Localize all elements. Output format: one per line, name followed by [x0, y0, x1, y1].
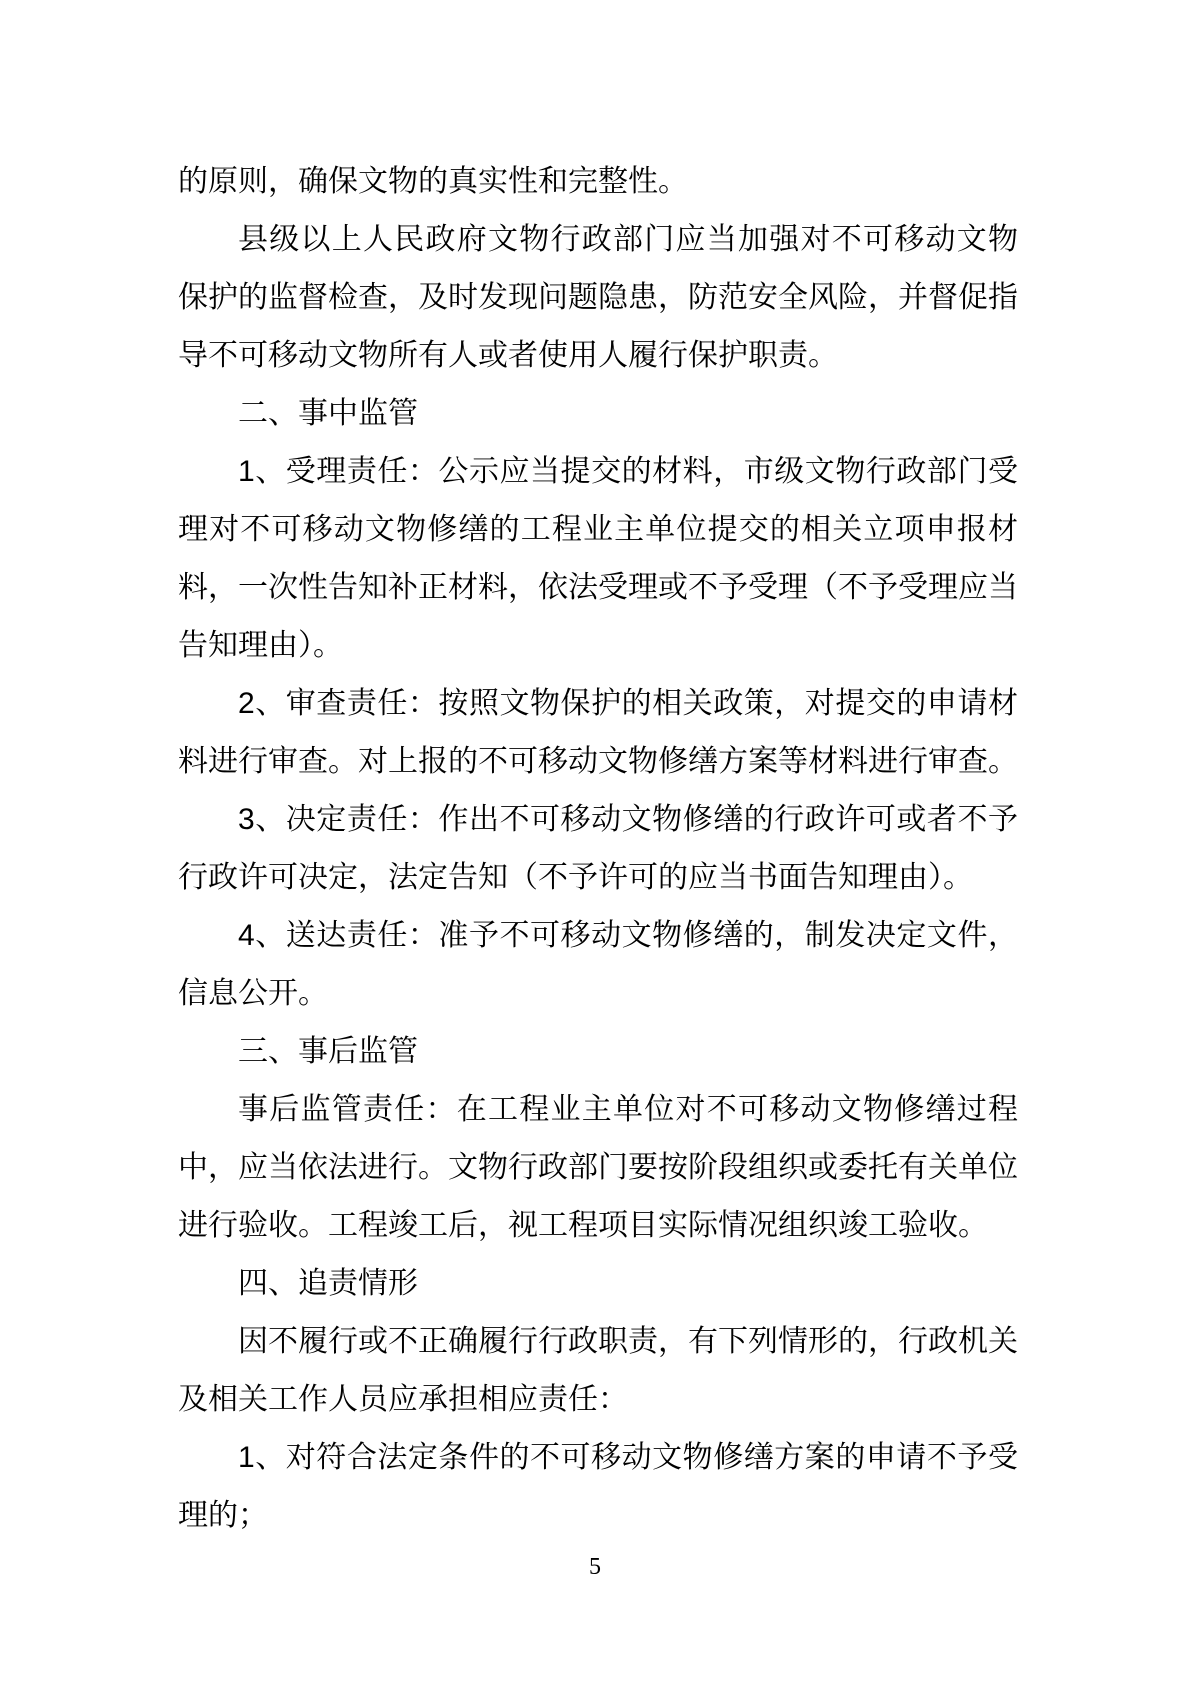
text-line: 县级以上人民政府文物行政部门应当加强对不可移动文物 — [238, 223, 1018, 256]
text-line: 事后监管责任：在工程业主单位对不可移动文物修缮过程 — [238, 1093, 1018, 1126]
text-line: 中，应当依法进行。文物行政部门要按阶段组织或委托有关单位 — [178, 1151, 1018, 1184]
text-line: 1、受理责任：公示应当提交的材料，市级文物行政部门受 — [238, 455, 1018, 488]
text-line: 3、决定责任：作出不可移动文物修缮的行政许可或者不予 — [238, 803, 1018, 836]
text-line: 2、审查责任：按照文物保护的相关政策，对提交的申请材 — [238, 687, 1018, 720]
text-line: 4、送达责任：准予不可移动文物修缮的，制发决定文件， — [238, 919, 1018, 952]
text-line: 行政许可决定，法定告知（不予许可的应当书面告知理由）。 — [178, 861, 973, 894]
text-line: 料，一次性告知补正材料，依法受理或不予受理（不予受理应当 — [178, 571, 1018, 604]
text-line: 理的； — [178, 1499, 268, 1532]
text-line: 告知理由）。 — [178, 629, 343, 662]
text-line: 进行验收。工程竣工后，视工程项目实际情况组织竣工验收。 — [178, 1209, 988, 1242]
section-heading: 二、事中监管 — [238, 397, 418, 430]
text-line: 料进行审查。对上报的不可移动文物修缮方案等材料进行审查。 — [178, 745, 1018, 778]
section-heading: 三、事后监管 — [238, 1035, 418, 1068]
text-line: 因不履行或不正确履行行政职责，有下列情形的，行政机关 — [238, 1325, 1018, 1358]
text-line: 1、对符合法定条件的不可移动文物修缮方案的申请不予受 — [238, 1441, 1018, 1474]
text-line: 及相关工作人员应承担相应责任： — [178, 1383, 628, 1416]
text-line: 的原则，确保文物的真实性和完整性。 — [178, 165, 688, 198]
text-line: 导不可移动文物所有人或者使用人履行保护职责。 — [178, 339, 838, 372]
text-line: 保护的监督检查，及时发现问题隐患，防范安全风险，并督促指 — [178, 281, 1018, 314]
text-line: 理对不可移动文物修缮的工程业主单位提交的相关立项申报材 — [178, 513, 1018, 546]
document-body — [178, 153, 1018, 1545]
section-heading: 四、追责情形 — [238, 1267, 418, 1300]
text-line: 信息公开。 — [178, 977, 328, 1010]
page-number: 5 — [589, 1554, 601, 1580]
